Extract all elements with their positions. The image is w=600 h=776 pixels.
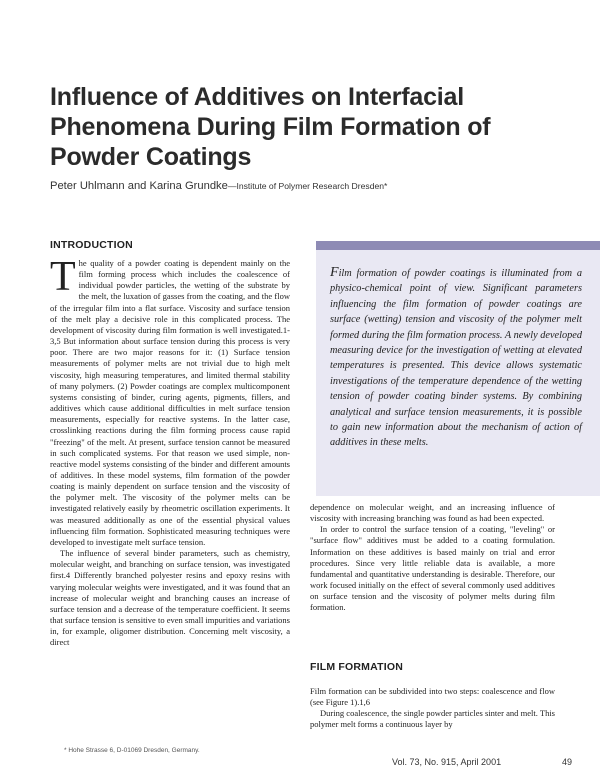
section-heading-introduction: INTRODUCTION [50,239,133,251]
abstract-text [330,265,582,451]
byline [50,180,570,192]
film-formation-column [310,686,555,736]
authors: Peter Uhlmann and Karina Grundke [50,180,228,192]
institution: —Institute of Polymer Research Dresden* [227,181,388,191]
right-paragraph: In order to control the surface tension of a coating, "leveling" or "surface flow" additives must be added to a coating formulation. Information on these additives is based mainly on trial and error procedures. Since very little reliable data is available, a more fundamental and quantitative understanding is desirable. Therefore, our work focused initially on the effect of several commonly used additives on surface tension and the viscosity of polymer melts during film formation. [310,524,555,613]
right-column [310,502,555,652]
journal-folio: Vol. 73, No. 915, April 2001 [392,757,502,767]
abstract-accent-bar [316,241,600,250]
film-paragraph: Film formation can be subdivided into two steps: coalescence and flow (see Figure 1).1,6 [310,686,555,708]
intro-paragraph: he quality of a powder coating is dependent mainly on the film forming process which includes the coalescence of individual powder particles, the wetting of the substrate by the melt, the luxation of gasses from the coating, and the flow of the irregular film into a flat surface. Viscosity and surface tension of the melt play a decisive role in this complicated process. The development of viscosity during film formation is well investigated.1-3,5 But information about surface tension during this process is very poor. There are two major reasons for it: (1) Surface tension measurements of polymer melts are not trivial due to high melt viscosity, high measuring temperatures, and limited thermal stability of many polymers. (2) Powder coatings are complex multicomponent systems consisting of binder, curing agents, pigments, fillers, and additives which cause additional difficulties in melt surface tension measurements, especially for reactive systems. In the latter case, crosslinking reactions during the film forming process cause rapid "freezing" of the melt. At present, surface tension cannot be measured in such complicated systems. For that reason we used simple, non-reactive model systems consisting of the binder and different amounts of additives. In these model systems, film formation of the powder coating is mainly dependent on surface tension and the viscosity of the polymer melt. The viscosity of the polymer melts can be investigated relatively easily by rheometric oscillation experiments. It was measured additionally as one of the essential physical values influencing film formation. Sophisticated measuring techniques were developed to investigate melt surface tension. [50,258,290,547]
right-paragraph: dependence on molecular weight, and an increasing influence of viscosity with increasing branching was found as had been expected. [310,502,555,524]
introduction-column [50,258,290,710]
section-heading-film-formation: FILM FORMATION [310,661,404,673]
intro-paragraph: The influence of several binder parameters, such as chemistry, molecular weight, and branching on surface tension, was investigated first.4 Differently branched polyester resins and epoxy resins with varying molecular weights were investigated, and it was found that an increase of molecular weight and branching causes an increase of surface tension and a decrease of the temperature coefficient. It seems that surface tension is sensitive to even small impurities and variations in, for example, oligomer distribution. Concerning melt viscosity, a direct [50,548,290,648]
abstract-body: ilm formation of powder coatings is illuminated from a physico-chemical point of view. Significant parameters influencing the film formation of powder coatings are surface (wetting) tension and viscosity of the polymer melt formed during the film formation process. A newly developed measuring device for the investigation of wetting at elevated temperatures is presented. This device allows systematic investigations of the temperature dependence of the wetting tension of powder coating binder systems. By combining analytical and surface tension measurements, it is possible to gain new information about the mechanism of action of additives in these melts. [330,268,582,449]
footnote: * Hohe Strasse 6, D-01069 Dresden, Germany. [64,747,200,754]
drop-cap: T [50,258,76,300]
article-title: Influence of Additives on Interfacial Phenomena During Film Formation of Powder Coatings [50,83,491,171]
page-number: 49 [562,757,573,767]
abstract-initial: F [330,265,339,280]
film-paragraph: During coalescence, the single powder particles sinter and melt. This polymer melt forms a continuous layer by [310,708,555,730]
abstract-box [316,241,600,496]
